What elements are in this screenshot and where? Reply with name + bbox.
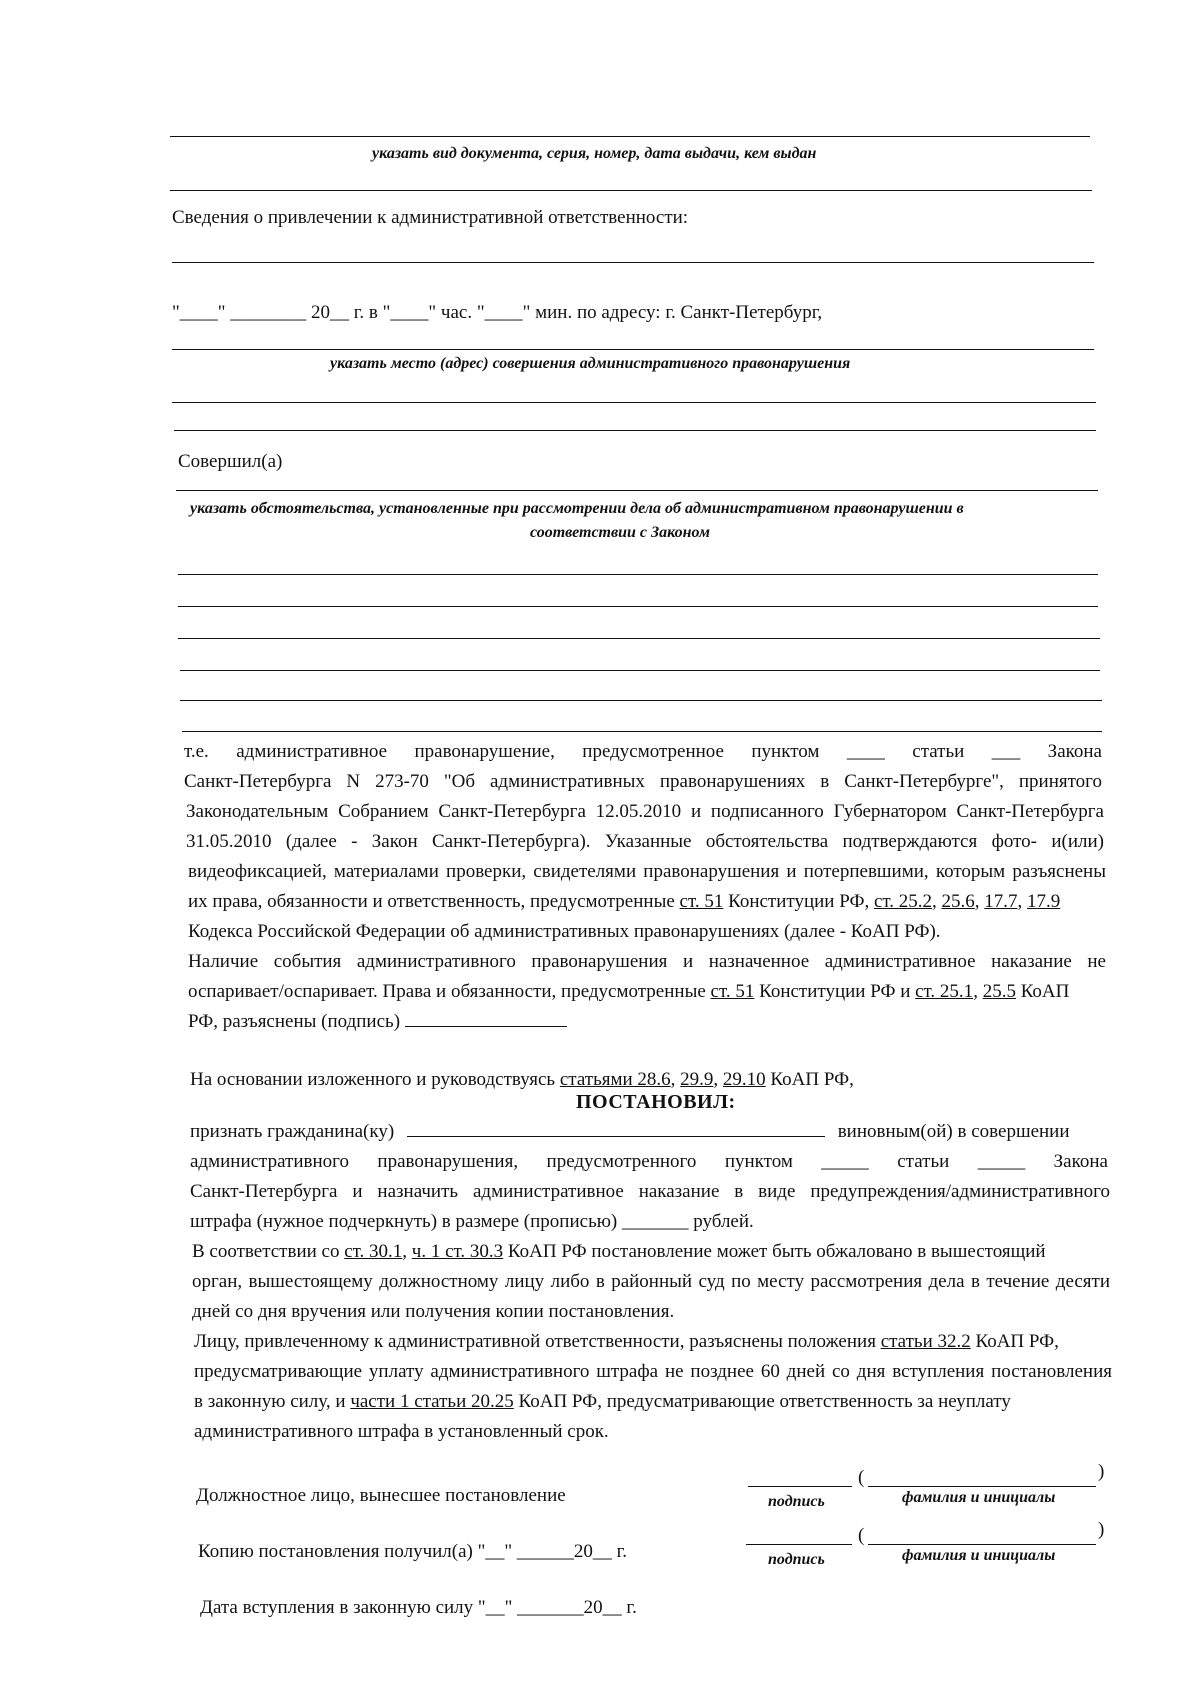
article-link[interactable]: 29.9 (680, 1069, 714, 1090)
place-caption: указать место (адрес) совершения административного правонарушения (330, 355, 851, 372)
signature-caption: подпись (768, 1493, 825, 1510)
body-text: Конституции РФ и (754, 981, 916, 1002)
blank-line (180, 700, 1102, 701)
body-text: признать гражданина(ку) (190, 1121, 395, 1142)
effective-date-label: Дата вступления в законную силу "__" _______20__ г. (200, 1597, 637, 1618)
article-link[interactable]: ст. 51 (679, 891, 724, 912)
circumstances-caption: указать обстоятельства, установленные при рассмотрении дела об административном правонарушении в (190, 500, 964, 517)
body-text: Лицу, привлеченному к административной ответственности, разъяснены положения (194, 1331, 881, 1352)
blank-line (170, 136, 1090, 137)
blank-line (170, 190, 1092, 191)
fine-notice-line: предусматривающие уплату административного штрафа не позднее 60 дней со дня вступления постановления (194, 1361, 1112, 1382)
body-text: оспаривает/оспаривает. Права и обязанности, предусмотренные (188, 981, 711, 1002)
datetime-address-line: "____" ________ 20__ г. в "____" час. "____" мин. по адресу: г. Санкт-Петербург, (172, 302, 823, 323)
fine-notice-line (194, 1390, 1011, 1414)
open-paren: ( (858, 1467, 865, 1488)
citizen-name-blank[interactable] (407, 1120, 825, 1137)
resolution-line (190, 1120, 1070, 1144)
article-link[interactable]: 25.5 (982, 981, 1016, 1002)
body-text: Конституции РФ, (723, 891, 874, 912)
official-label: Должностное лицо, вынесшее постановление (196, 1485, 566, 1506)
article-link[interactable]: 17.7 (984, 891, 1018, 912)
body-text: КоАП (1015, 981, 1070, 1002)
article-link[interactable]: ст. 25.2 (873, 891, 933, 912)
blank-line (178, 638, 1100, 639)
body-line: Кодекса Российской Федерации об административных правонарушениях (далее - КоАП РФ). (188, 921, 941, 942)
committed-label: Совершил(а) (178, 451, 283, 472)
body-line-with-references: оспаривает/оспаривает. Права и обязанности, предусмотренные ст. 51 Конституции РФ и ст. 25.1, 25.5 КоАП (188, 981, 1070, 1002)
body-line: 31.05.2010 (далее - Закон Санкт-Петербурга). Указанные обстоятельства подтверждаются фото- и(или) (186, 831, 1104, 852)
basis-line: На основании изложенного и руководствуясь статьями 28.6, 29.9, 29.10 КоАП РФ, (190, 1069, 854, 1090)
name-caption: фамилия и инициалы (902, 1547, 1056, 1564)
signature-consent-line (188, 1010, 567, 1034)
body-text: КоАП РФ постановление может быть обжаловано в вышестоящий (503, 1241, 1046, 1262)
body-text: КоАП РФ, (970, 1331, 1059, 1352)
body-text: КоАП РФ, предусматривающие ответственность за неуплату (513, 1391, 1011, 1412)
resolution-line: штрафа (нужное подчеркнуть) в размере (прописью) _______ рублей. (190, 1211, 754, 1232)
circumstances-caption: соответствии с Законом (530, 524, 710, 541)
article-link[interactable]: статьи 32.2 (880, 1331, 971, 1352)
resolution-line: Санкт-Петербурга и назначить административное наказание в виде предупреждения/административного (190, 1181, 1110, 1202)
article-link[interactable]: ст. 30.1 (344, 1241, 403, 1262)
body-text: виновным(ой) в совершении (837, 1121, 1070, 1142)
close-paren: ) (1098, 1519, 1105, 1540)
blank-line (172, 349, 1094, 350)
blank-line (178, 574, 1098, 575)
body-text: КоАП РФ, (765, 1069, 854, 1090)
name-caption: фамилия и инициалы (902, 1489, 1056, 1506)
body-text: их права, обязанности и ответственность, предусмотренные (188, 891, 680, 912)
body-line-with-references: их права, обязанности и ответственность, предусмотренные ст. 51 Конституции РФ, ст. 25.2, 25.6, 17.7, 17.9 (188, 891, 1061, 912)
blank-line (180, 670, 1100, 671)
fine-notice-line: административного штрафа в установленный срок. (194, 1421, 609, 1442)
liability-label: Сведения о привлечении к административной ответственности: (172, 207, 689, 228)
body-text: РФ, разъяснены (подпись) (188, 1011, 401, 1032)
body-text: в законную силу, и (194, 1391, 351, 1412)
close-paren: ) (1098, 1461, 1105, 1482)
body-line: т.е. административное правонарушение, предусмотренное пунктом ____ статьи ___ Закона (184, 741, 1102, 762)
blank-line (178, 606, 1098, 607)
blank-line (174, 430, 1096, 431)
decision-heading: ПОСТАНОВИЛ: (576, 1091, 736, 1113)
article-link[interactable]: ч. 1 ст. 30.3 (411, 1241, 504, 1262)
article-link[interactable]: 29.10 (722, 1069, 766, 1090)
blank-line (172, 402, 1096, 403)
body-text: В соответствии со (192, 1241, 345, 1262)
open-paren: ( (858, 1525, 865, 1546)
article-link[interactable]: статьями 28.6 (559, 1069, 671, 1090)
article-link[interactable]: части 1 статьи 20.25 (350, 1391, 514, 1412)
resolution-line: административного правонарушения, предусмотренного пунктом _____ статьи _____ Закона (190, 1151, 1108, 1172)
blank-line (172, 262, 1094, 263)
appeal-line: дней со дня вручения или получения копии постановления. (192, 1301, 675, 1322)
body-text: На основании изложенного и руководствуясь (190, 1069, 560, 1090)
body-line: Санкт-Петербурга N 273-70 "Об административных правонарушениях в Санкт-Петербурге", принятого (184, 771, 1102, 792)
signature-line[interactable] (748, 1486, 852, 1487)
appeal-line: орган, вышестоящему должностному лицу либо в районный суд по месту рассмотрения дела в течение десяти (192, 1271, 1110, 1292)
copy-received-label: Копию постановления получил(а) "__" ______20__ г. (198, 1541, 628, 1562)
appeal-line: В соответствии со ст. 30.1, ч. 1 ст. 30.3 КоАП РФ постановление может быть обжаловано в вышестоящий (192, 1241, 1046, 1262)
blank-line (182, 731, 1102, 732)
document-caption: указать вид документа, серия, номер, дата выдачи, кем выдан (372, 145, 817, 162)
article-link[interactable]: 25.6 (941, 891, 975, 912)
article-link[interactable]: ст. 51 (710, 981, 755, 1002)
fine-notice-line (194, 1330, 1059, 1354)
blank-line (176, 490, 1098, 491)
signature-line[interactable] (746, 1544, 852, 1545)
article-link[interactable]: 17.9 (1027, 891, 1061, 912)
signature-caption: подпись (768, 1551, 825, 1568)
body-line: видеофиксацией, материалами проверки, свидетелями правонарушения и потерпевшими, которым разъяснены (188, 861, 1106, 882)
article-link[interactable]: ст. 25.1 (915, 981, 974, 1002)
body-line: Наличие события административного правонарушения и назначенное административное наказание не (188, 951, 1106, 972)
signature-blank[interactable] (405, 1010, 567, 1027)
body-line: Законодательным Собранием Санкт-Петербурга 12.05.2010 и подписанного Губернатором Санкт-Петербурга (186, 801, 1104, 822)
